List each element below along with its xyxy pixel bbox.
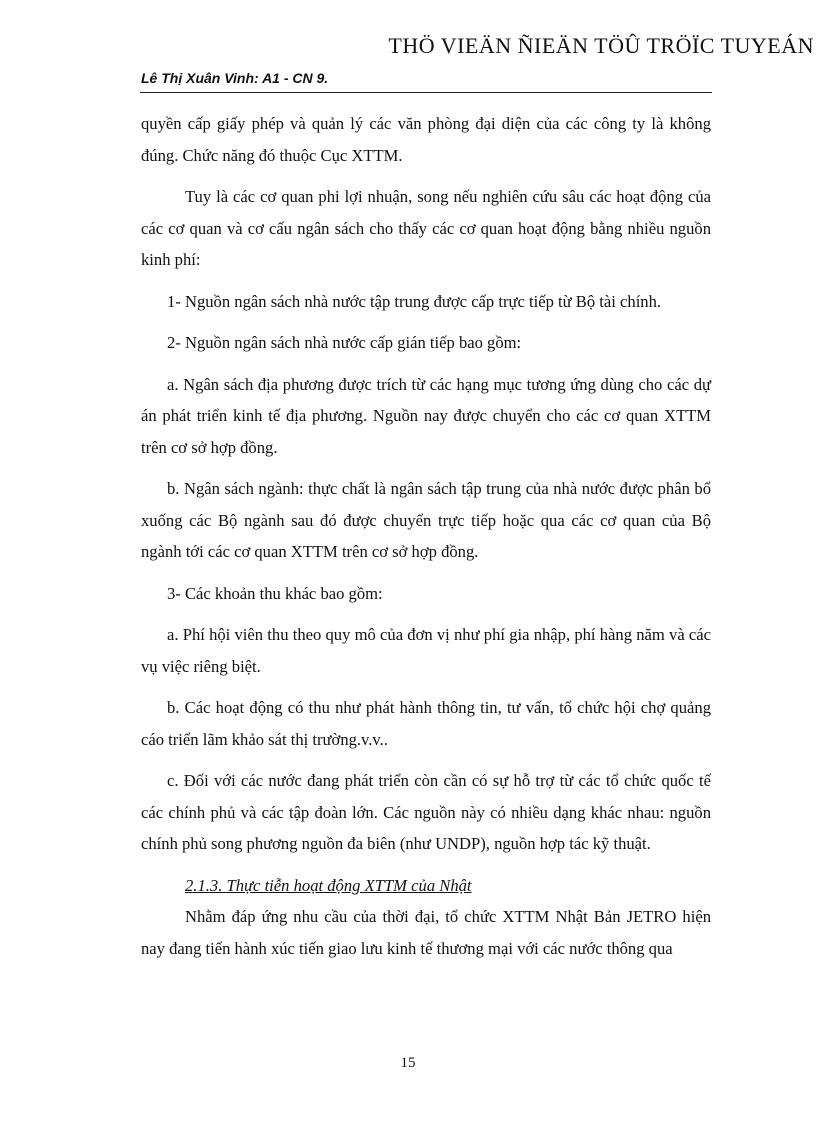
page-number: 15 <box>400 1055 416 1071</box>
author-header: Lê Thị Xuân Vinh: A1 - CN 9. <box>141 70 329 86</box>
library-watermark: THÖ VIEÄN ÑIEÄN TÖÛ TRÖÏC TUYEÁN <box>388 33 814 58</box>
list-item-3a: a. Phí hội viên thu theo quy mô của đơn vị như phí gia nhập, phí hàng năm và các vụ việc riêng biệt. <box>141 625 711 676</box>
list-item-2a: a. Ngân sách địa phương được trích từ các hạng mục tương ứng dùng cho các dự án phát triển kinh tế địa phương. Nguồn nay được chuyển cho các cơ quan XTTM trên cơ sở hợp đồng. <box>141 374 711 457</box>
list-item-2: 2- Nguồn ngân sách nhà nước cấp gián tiếp bao gồm: <box>167 333 522 352</box>
list-item-3b: b. Các hoạt động có thu như phát hành thông tin, tư vấn, tổ chức hội chợ quảng cáo triển lãm khảo sát thị trường.v.v.. <box>141 698 711 749</box>
document-body <box>141 108 711 974</box>
paragraph-jetro: Nhằm đáp ứng nhu cầu của thời đại, tổ chức XTTM Nhật Bản JETRO hiện nay đang tiến hành xúc tiến giao lưu kinh tế thương mại với các nước thông qua <box>141 907 711 958</box>
section-heading: 2.1.3. Thực tiễn hoạt động XTTM của Nhật <box>185 875 472 895</box>
paragraph-continuation: quyền cấp giấy phép và quản lý các văn phòng đại diện của các công ty là không đúng. Chức năng đó thuộc Cục XTTM. <box>141 114 711 165</box>
list-item-3c: c. Đối với các nước đang phát triển còn cần có sự hỗ trợ từ các tổ chức quốc tế các chính phủ và các tập đoàn lớn. Các nguồn này có nhiều dạng khác nhau: nguồn chính phủ song phương nguồn đa biên (như UNDP), nguồn hợp tác kỹ thuật. <box>141 771 711 853</box>
list-item-1: 1- Nguồn ngân sách nhà nước tập trung được cấp trực tiếp từ Bộ tài chính. <box>167 291 662 311</box>
list-item-2b: b. Ngân sách ngành: thực chất là ngân sách tập trung của nhà nước được phân bổ xuống các Bộ ngành sau đó được chuyển trực tiếp hoặc qua các cơ quan của Bộ ngành tới các cơ quan XTTM trên cơ sở hợp đồng. <box>141 479 711 561</box>
list-item-3: 3- Các khoản thu khác bao gồm: <box>167 583 383 603</box>
paragraph-funding-intro: Tuy là các cơ quan phi lợi nhuận, song nếu nghiên cứu sâu các hoạt động của các cơ quan và cơ cấu ngân sách cho thấy các cơ quan hoạt động bằng nhiều nguồn kinh phí: <box>141 187 711 269</box>
header-divider <box>140 92 712 93</box>
